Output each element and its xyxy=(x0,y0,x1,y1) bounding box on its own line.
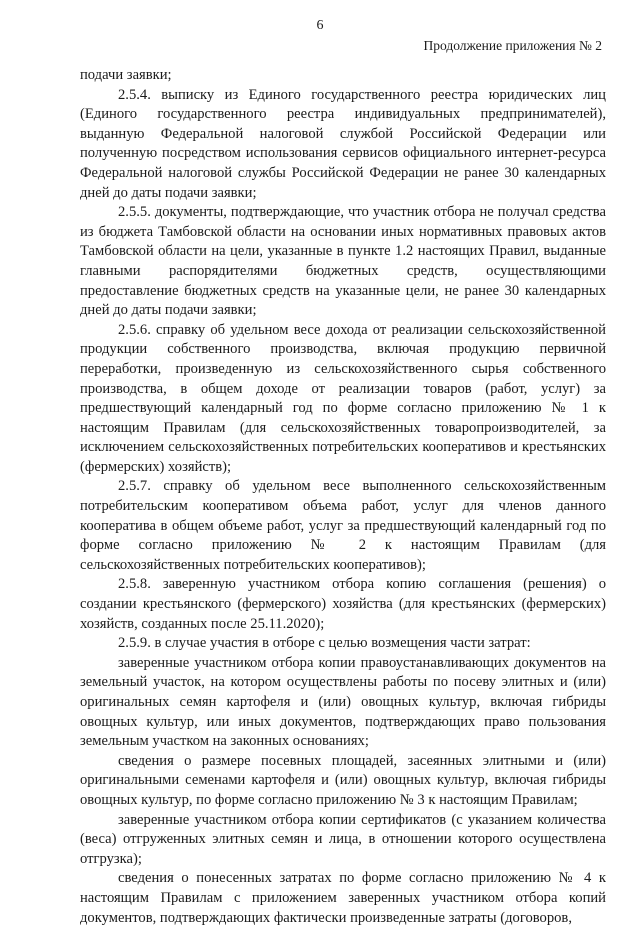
document-body xyxy=(80,66,606,928)
paragraph-certificates: заверенные участником отбора копии сертификатов (с указанием количества (веса) отгруженных элитных семян и лица, в отношении которого осуществлена отгрузка); xyxy=(80,811,606,867)
paragraph-land-documents: заверенные участником отбора копии правоустанавливающих документов на земельный участок, на котором осуществлены работы по посеву элитных и (или) оригинальных семян картофеля и (или) овощных культур, включая гибриды овощных культур, или иных документов, подтверждающих право пользования земельным участком на законных основаниях; xyxy=(80,654,606,750)
paragraph-expenses-info: сведения о понесенных затратах по форме согласно приложению № 4 к настоящим Правилам с приложением заверенных участником отбора копий документов, подтверждающих фактически произведенные затраты (договоров, xyxy=(80,870,606,926)
paragraph-continuation: подачи заявки; xyxy=(80,67,172,83)
appendix-continuation-note: Продолжение приложения № 2 xyxy=(423,38,602,53)
paragraph-2-5-4: 2.5.4. выписку из Единого государственного реестра юридических лиц (Единого государственного реестра индивидуальных предпринимателей), выданную Федеральной налоговой службой Российской Федерации или полученную посредством использования сервисов официального интернет-ресурса Федеральной налоговой службы Российской Федерации не ранее 30 календарных дней до даты подачи заявки; xyxy=(80,86,606,201)
paragraph-sown-area-info: сведения о размере посевных площадей, засеянных элитными и (или) оригинальными семенами картофеля и (или) овощных культур, включая гибриды овощных культур, по форме согласно приложению № 3 к настоящим Правилам; xyxy=(80,752,606,808)
paragraph-2-5-8: 2.5.8. заверенную участником отбора копию соглашения (решения) о создании крестьянского (фермерского) хозяйства (для крестьянских (фермерских) хозяйств, созданных после 25.11.2020); xyxy=(80,576,606,632)
paragraph-2-5-7: 2.5.7. справку об удельном весе выполненного сельскохозяйственным потребительским кооперативом объема работ, услуг для членов данного кооператива в общем объеме работ, услуг за предшествующий календарный год по форме согласно приложению № 2 к настоящим Правилам (для сельскохозяйственных потребительских кооперативов); xyxy=(80,478,606,573)
page-number: 6 xyxy=(316,18,324,33)
paragraph-2-5-6: 2.5.6. справку об удельном весе дохода от реализации сельскохозяйственной продукции собственного производства, включая продукцию первичной переработки, произведенную из сельскохозяйственного сырья собственного производства, в общем доходе от реализации товаров (работ, услуг) за предшествующий календарный год по форме согласно приложению № 1 к настоящим Правилам (для сельскохозяйственных товаропроизводителей, за исключением сельскохозяйственных потребительских кооперативов и крестьянских (фермерских) хозяйств); xyxy=(80,321,606,475)
paragraph-2-5-5: 2.5.5. документы, подтверждающие, что участник отбора не получал средства из бюджета Тамбовской области на основании иных нормативных правовых актов Тамбовской области на цели, указанные в пункте 1.2 настоящих Правил, выданные главными распорядителями бюджетных средств, осуществляющими предоставление бюджетных средств на указанные цели, не ранее 30 календарных дней до даты подачи заявки; xyxy=(80,204,606,319)
paragraph-2-5-9: 2.5.9. в случае участия в отборе с целью возмещения части затрат: xyxy=(118,635,531,652)
